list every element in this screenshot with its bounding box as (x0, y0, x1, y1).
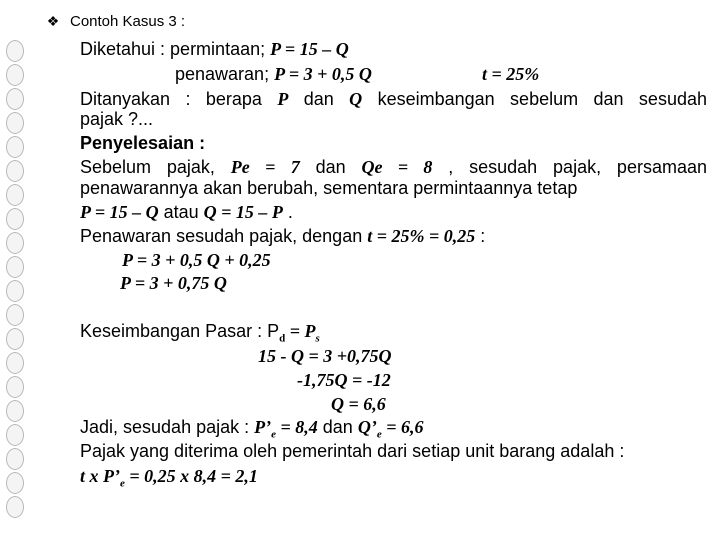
pe-after: P’ (254, 417, 272, 437)
binder-ring (6, 328, 24, 350)
binder-ring (6, 184, 24, 206)
text: Jadi, sesudah pajak : (80, 417, 255, 437)
after-tax-supply-line (80, 225, 485, 247)
binder-rings (6, 40, 32, 520)
binder-ring (6, 424, 24, 446)
text: = P (285, 321, 316, 341)
binder-ring (6, 376, 24, 398)
text: . (282, 202, 293, 222)
subscript-e: e (271, 428, 277, 441)
text: dan (288, 89, 350, 109)
binder-ring (6, 472, 24, 494)
text: penawaran; (175, 64, 275, 84)
tax-revenue-calc (80, 465, 258, 490)
equilibrium-step-3: Q = 6,6 (331, 394, 386, 414)
binder-ring (6, 136, 24, 158)
given-supply (175, 63, 372, 85)
text: Sebelum pajak, (80, 157, 231, 177)
slide-title (46, 10, 185, 33)
text: x (85, 466, 104, 486)
supply-equation: P = 3 + 0,5 Q (274, 64, 372, 84)
text: atau (158, 202, 204, 222)
text: Ditanyakan : berapa (80, 89, 278, 109)
tax-rate: t = 25% (482, 64, 540, 84)
subscript-e: e (376, 428, 382, 441)
binder-ring (6, 448, 24, 470)
qe-value: Qe = 8 (361, 157, 433, 177)
binder-ring (6, 256, 24, 278)
binder-ring (6, 232, 24, 254)
qe-after-value: = 6,6 (381, 417, 424, 437)
demand-equation: P = 15 – Q (80, 202, 159, 222)
equilibrium-step-2: -1,75Q = -12 (297, 370, 391, 390)
text: t (80, 466, 86, 486)
binder-ring (6, 400, 24, 422)
subscript-d: d (279, 332, 286, 345)
title-text: Contoh Kasus 3 : (70, 13, 186, 30)
after-tax-result (80, 416, 424, 441)
before-tax-line (80, 156, 707, 178)
solution-heading: Penyelesaian : (80, 133, 206, 153)
binder-ring (6, 304, 24, 326)
var-q: Q (349, 89, 363, 109)
equilibrium-step-1: 15 - Q = 3 +0,75Q (258, 346, 392, 366)
binder-ring (6, 40, 24, 62)
text: Diketahui : permintaan; (80, 39, 271, 59)
subscript-e: e (120, 477, 125, 490)
text: = 0,25 x 8,4 = 2,1 (124, 466, 258, 486)
pe-after-value: = 8,4 (276, 417, 318, 437)
demand-forms (80, 201, 293, 223)
question-line-2: pajak ?... (80, 109, 154, 129)
binder-ring (6, 352, 24, 374)
text: P’ (103, 466, 121, 486)
supply-after-tax-simplified: P = 3 + 0,75 Q (120, 273, 227, 293)
binder-ring (6, 112, 24, 134)
text: Penawaran sesudah pajak, dengan (80, 226, 368, 246)
text: dan (317, 417, 358, 437)
text: , sesudah pajak, persamaan (432, 157, 707, 177)
var-p: P (277, 89, 289, 109)
text: dan (299, 157, 362, 177)
binder-ring (6, 88, 24, 110)
text: Keseimbangan Pasar : P (80, 321, 280, 341)
supply-after-tax-eq: P = 3 + 0,5 Q + 0,25 (122, 250, 271, 270)
market-equilibrium (80, 320, 320, 345)
pe-value: Pe = 7 (230, 157, 300, 177)
tax-revenue-line: Pajak yang diterima oleh pemerintah dari setiap unit barang adalah : (80, 441, 625, 461)
binder-ring (6, 160, 24, 182)
text: keseimbangan sebelum dan sesudah (362, 89, 707, 109)
tax-value: t = 25% = 0,25 (367, 226, 476, 246)
diamond-bullet-icon: ❖ (46, 13, 60, 29)
question-line (80, 88, 707, 110)
binder-ring (6, 64, 24, 86)
binder-ring (6, 496, 24, 518)
binder-ring (6, 208, 24, 230)
binder-ring (6, 280, 24, 302)
qe-after: Q’ (357, 417, 377, 437)
demand-inverse: Q = 15 – P (203, 202, 283, 222)
supply-change-line: penawarannya akan berubah, sementara permintaannya tetap (80, 178, 578, 198)
demand-equation: P = 15 – Q (270, 39, 349, 59)
given-demand (80, 38, 349, 60)
text: : (475, 226, 486, 246)
subscript-s: s (315, 332, 320, 345)
